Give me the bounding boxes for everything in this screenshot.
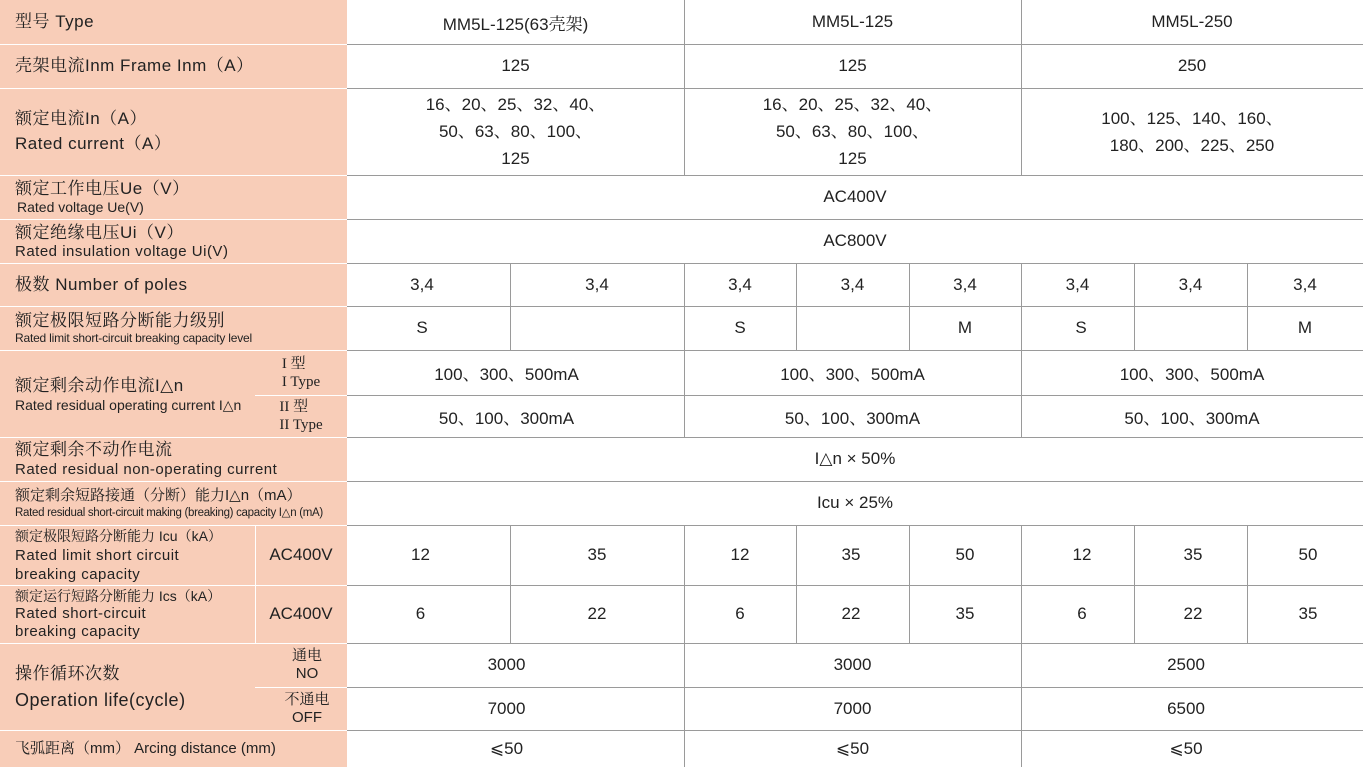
residual-making-label-cn: 额定剩余短路接通（分断）能力I△n（mA） — [15, 486, 302, 504]
arcing-value: ⩽50 — [835, 738, 870, 758]
rated-current-line: 50、63、80、100、 — [775, 122, 930, 141]
breaking-level-label-en: Rated limit short-circuit breaking capacity level — [15, 331, 252, 345]
rated-current-line: 125 — [838, 149, 867, 168]
ics-value: 6 — [735, 604, 745, 623]
ics-value: 22 — [841, 604, 861, 623]
operation-off-label — [270, 687, 344, 730]
operation-on-label — [270, 643, 344, 687]
poles-value: 3,4 — [585, 274, 609, 294]
operation-off-value: 7000 — [487, 698, 526, 718]
ics-voltage: AC400V — [269, 604, 333, 623]
rated-current-line: 180、200、225、250 — [1109, 135, 1275, 155]
poles-value: 3,4 — [840, 274, 865, 294]
rated-current-label-en: Rated current（A） — [15, 134, 172, 153]
breaking-level-label-cn: 额定极限短路分断能力级别 — [15, 311, 225, 330]
type1-value: 100、300、500mA — [1119, 365, 1265, 384]
operation-on-cn: 通电 — [291, 647, 322, 664]
rated-current-value-1 — [347, 88, 684, 175]
rated-current-label — [0, 88, 347, 175]
icu-voltage: AC400V — [269, 545, 333, 564]
icu-label-en1: Rated limit short circuit — [15, 546, 180, 564]
rated-current-line: 125 — [501, 149, 530, 168]
icu-value: 12 — [730, 545, 750, 564]
type2-value: 50、100、300mA — [438, 408, 575, 428]
operation-off-cn: 不通电 — [284, 690, 330, 708]
operation-on-value: 2500 — [1167, 655, 1205, 674]
ics-value: 22 — [587, 604, 607, 623]
residual-non-operating-label — [0, 437, 347, 481]
icu-value: 50 — [955, 545, 975, 564]
rated-current-line: 16、20、25、32、40、 — [425, 95, 606, 114]
insulation-voltage-label-en: Rated insulation voltage Ui(V) — [15, 242, 229, 260]
type-label: 型号 Type — [15, 12, 95, 31]
operation-off-en: OFF — [291, 708, 322, 726]
operation-off-value: 6500 — [1167, 698, 1205, 718]
icu-value: 35 — [841, 545, 861, 564]
rated-current-value-2 — [684, 88, 1021, 175]
ics-value: 22 — [1183, 604, 1203, 623]
residual-making-label-en: Rated residual short-circuit making (breaking) capacity I△n (mA) — [15, 506, 323, 519]
ics-value: 35 — [955, 604, 975, 623]
operation-on-en: NO — [295, 665, 319, 682]
frame-value-2: 125 — [838, 56, 867, 75]
type2-label-cn: II 型 — [279, 399, 309, 415]
icu-label — [0, 525, 255, 585]
residual-making-label — [0, 481, 347, 525]
type2-label-en: II Type — [279, 417, 323, 433]
frame-label: 壳架电流Inm Frame Inm（A） — [15, 56, 254, 75]
breaking-level-value — [796, 306, 909, 350]
poles-value: 3,4 — [410, 274, 434, 294]
rated-current-label-cn: 额定电流In（A） — [15, 109, 148, 128]
insulation-voltage-value: AC800V — [823, 231, 887, 250]
breaking-level-label — [0, 306, 347, 350]
breaking-level-value — [1134, 306, 1247, 350]
rated-voltage-label-cn: 额定工作电压Ue（V） — [15, 179, 190, 198]
icu-value: 50 — [1298, 545, 1318, 564]
ics-label-en1: Rated short-circuit — [15, 605, 147, 622]
icu-value: 35 — [587, 545, 607, 564]
icu-label-en2: breaking capacity — [15, 565, 141, 583]
rated-current-line: 16、20、25、32、40、 — [762, 95, 943, 114]
breaking-level-value: M — [957, 318, 973, 337]
poles-label: 极数 Number of poles — [15, 274, 188, 294]
type1-value: 100、300、500mA — [780, 365, 925, 384]
residual-making-value: Icu × 25% — [816, 493, 894, 512]
icu-label-cn: 额定极限短路分断能力 Icu（kA） — [15, 527, 222, 544]
rated-current-line: 50、63、80、100、 — [438, 122, 593, 141]
type-value-1: MM5L-125(63壳架) — [442, 14, 589, 34]
operation-off-value: 7000 — [833, 698, 872, 718]
icu-value: 35 — [1183, 545, 1203, 564]
operation-life-label-cn: 操作循环次数 — [15, 663, 120, 683]
type2-label — [262, 395, 340, 437]
poles-value: 3,4 — [728, 274, 752, 294]
icu-value: 12 — [1072, 545, 1092, 564]
type1-label-cn: I 型 — [281, 355, 306, 372]
type2-value: 50、100、300mA — [1124, 408, 1260, 428]
rated-voltage-value: AC400V — [823, 187, 887, 206]
arcing-value: ⩽50 — [489, 738, 524, 758]
breaking-level-value: S — [734, 318, 746, 337]
type1-value: 100、300、500mA — [434, 365, 579, 384]
breaking-level-value: S — [1075, 318, 1087, 337]
rated-voltage-label — [0, 175, 347, 219]
ics-label-en2: breaking capacity — [15, 623, 141, 640]
rated-current-line: 100、125、140、160、 — [1101, 108, 1283, 128]
type2-value: 50、100、300mA — [784, 408, 921, 428]
frame-value-3: 250 — [1177, 56, 1207, 75]
type-value-3: MM5L-250 — [1151, 12, 1233, 31]
frame-value-1: 125 — [501, 56, 530, 75]
operation-life-label-en: Operation life(cycle) — [15, 689, 186, 710]
type1-label — [262, 350, 340, 395]
insulation-voltage-label-cn: 额定绝缘电压Ui（V） — [15, 222, 184, 242]
ics-label-cn: 额定运行短路分断能力 Ics（kA） — [15, 588, 222, 604]
type1-label-en: I Type — [281, 373, 321, 390]
breaking-level-value: M — [1297, 318, 1313, 337]
residual-operating-label — [0, 350, 262, 437]
ics-value: 6 — [1077, 604, 1087, 623]
icu-value: 12 — [411, 545, 430, 564]
operation-on-value: 3000 — [833, 655, 872, 674]
operation-life-label — [0, 643, 262, 730]
operation-on-value: 3000 — [487, 655, 526, 674]
insulation-voltage-label — [0, 219, 347, 263]
rated-current-value-3 — [1021, 88, 1363, 175]
poles-value: 3,4 — [1178, 274, 1203, 294]
residual-non-operating-label-cn: 额定剩余不动作电流 — [15, 440, 173, 459]
poles-value: 3,4 — [1293, 274, 1317, 294]
rated-voltage-label-en: Rated voltage Ue(V) — [17, 199, 144, 215]
breaking-level-value: S — [416, 318, 428, 337]
poles-value: 3,4 — [1065, 274, 1090, 294]
breaking-level-value — [510, 306, 684, 350]
residual-non-operating-label-en: Rated residual non-operating current — [15, 461, 278, 478]
poles-value: 3,4 — [953, 274, 977, 294]
arcing-label: 飞弧距离（mm） Arcing distance (mm) — [15, 739, 276, 757]
ics-label — [0, 585, 255, 643]
arcing-value: ⩽50 — [1169, 738, 1203, 758]
residual-operating-label-en: Rated residual operating current I△n — [15, 397, 242, 413]
type-value-2: MM5L-125 — [811, 12, 894, 31]
residual-operating-label-cn: 额定剩余动作电流I△n — [15, 376, 184, 395]
residual-non-operating-value: I△n × 50% — [814, 449, 896, 468]
ics-value: 6 — [415, 604, 426, 623]
ics-value: 35 — [1298, 604, 1318, 623]
